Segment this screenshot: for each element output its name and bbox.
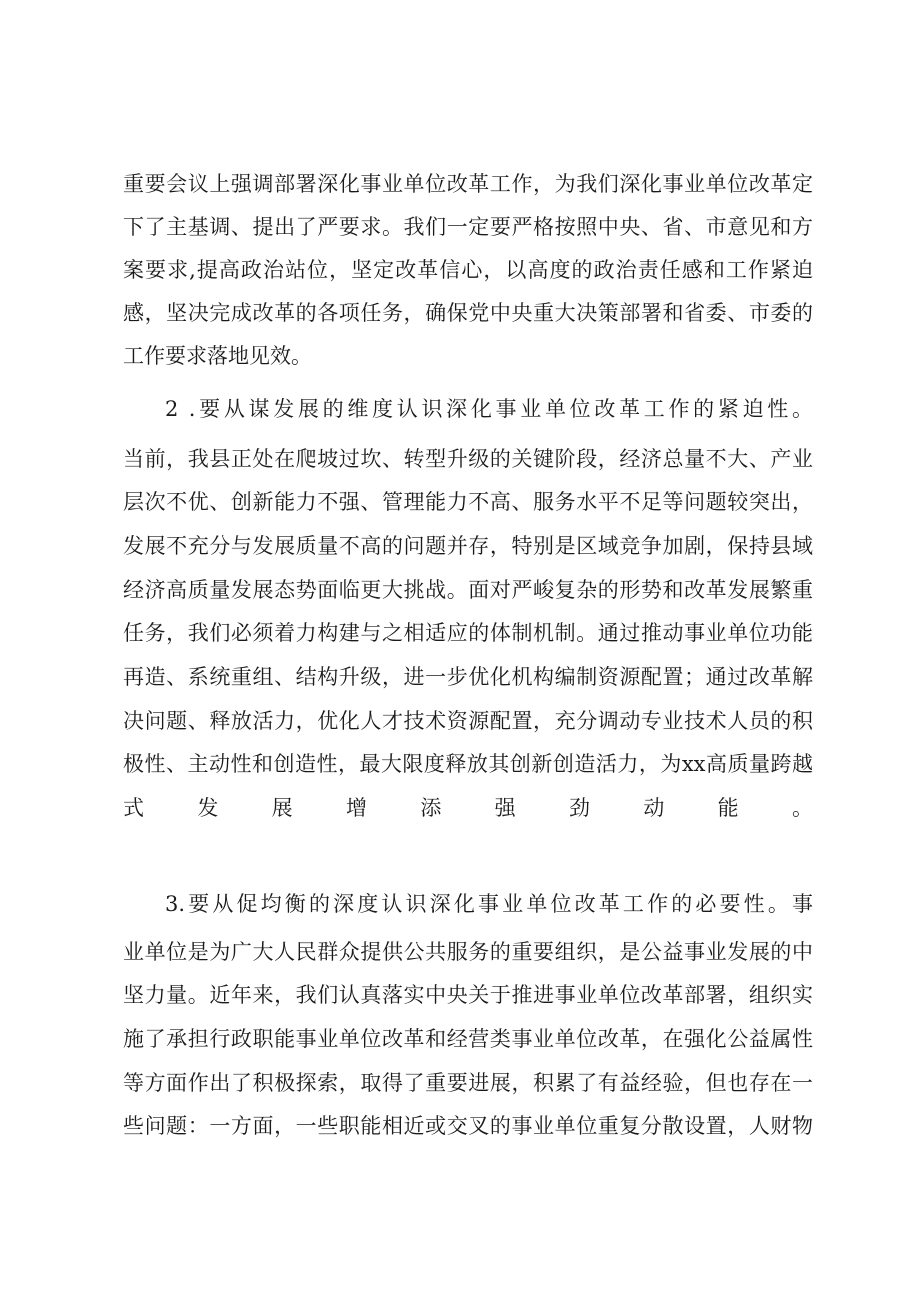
paragraph-3-line-3: 坚力量。近年来，我们认真落实中央关于推进事业单位改革部署，组织实 [123, 983, 813, 1007]
paragraph-1-line-5: 工作要求落地见效。 [123, 344, 312, 368]
paragraph-2-line-8: 决问题、释放活力，优化人才技术资源配置，充分调动专业技术人员的积 [123, 709, 813, 733]
paragraph-3-line-4: 施了承担行政职能事业单位改革和经营类事业单位改革，在强化公益属性 [123, 1027, 813, 1051]
paragraph-2-line-9: 极性、主动性和创造性，最大限度释放其创新创造活力，为xx高质量跨越 [123, 752, 813, 776]
paragraph-3-line-6: 些问题：一方面，一些职能相近或交叉的事业单位重复分散设置，人财物 [123, 1114, 813, 1138]
paragraph-2-line-5: 经济高质量发展态势面临更大挑战。面对严峻复杂的形势和改革发展繁重 [123, 578, 813, 602]
paragraph-2-heading-line: 2 .要从谋发展的维度认识深化事业单位改革工作的紧迫性。 [165, 397, 813, 421]
paragraph-3-line-2: 业单位是为广大人民群众提供公共服务的重要组织，是公益事业发展的中 [123, 940, 813, 964]
paragraph-1-line-4: 感，坚决完成改革的各项任务，确保党中央重大决策部署和省委、市委的 [123, 301, 813, 325]
paragraph-3-heading-line: 3.要从促均衡的深度认识深化事业单位改革工作的必要性。事 [165, 892, 813, 916]
paragraph-1-line-1: 重要会议上强调部署深化事业单位改革工作，为我们深化事业单位改革定 [123, 172, 813, 196]
paragraph-2-line-7: 再造、系统重组、结构升级，进一步优化机构编制资源配置；通过改革解 [123, 665, 813, 689]
paragraph-2-line-3: 层次不优、创新能力不强、管理能力不高、服务水平不足等问题较突出， [123, 490, 813, 514]
paragraph-1-line-3: 案要求,提高政治站位，坚定改革信心，以高度的政治责任感和工作紧迫 [123, 258, 813, 282]
paragraph-3-line-5: 等方面作出了积极探索，取得了重要进展，积累了有益经验，但也存在一 [123, 1071, 813, 1095]
paragraph-2-line-10: 式发展增添强劲动能。 [123, 796, 813, 820]
paragraph-2-line-6: 任务，我们必须着力构建与之相适应的体制机制。通过推动事业单位功能 [123, 621, 813, 645]
paragraph-2-line-2: 当前，我县正处在爬坡过坎、转型升级的关键阶段，经济总量不大、产业 [123, 447, 813, 471]
paragraph-1-line-2: 下了主基调、提出了严要求。我们一定要严格按照中央、省、市意见和方 [123, 215, 813, 239]
paragraph-2-line-4: 发展不充分与发展质量不高的问题并存，特别是区域竞争加剧，保持县域 [123, 534, 813, 558]
